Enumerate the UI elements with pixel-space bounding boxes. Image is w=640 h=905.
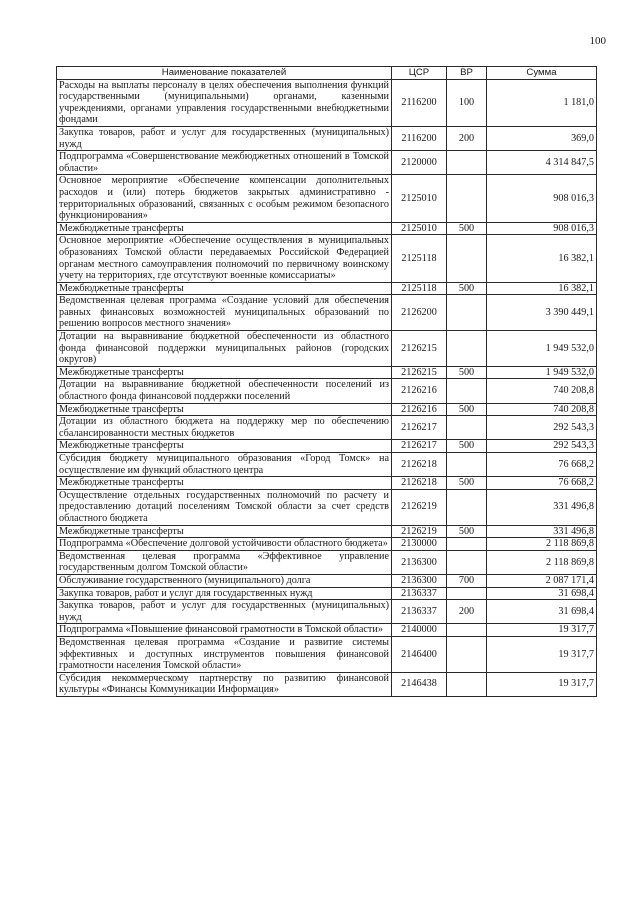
cell-vr: 500 [447,440,487,453]
cell-name: Межбюджетные трансферты [57,440,392,453]
cell-csr: 2136300 [392,574,447,587]
cell-sum: 16 382,1 [487,282,597,295]
table-row [57,416,597,440]
cell-name: Межбюджетные трансферты [57,525,392,538]
cell-sum: 740 208,8 [487,403,597,416]
cell-csr: 2126217 [392,416,447,440]
table-row [57,453,597,477]
table-row [57,282,597,295]
cell-name: Основное мероприятие «Обеспечение компенсации дополнительных расходов и (или) потерь бюджетов закрытых административно - территориальных образований, связанных с особым режимом безопасного функционирования» [57,175,392,222]
cell-vr [447,416,487,440]
cell-sum: 4 314 847,5 [487,151,597,175]
budget-table [56,66,597,697]
cell-sum: 2 118 869,8 [487,538,597,551]
cell-name: Подпрограмма «Повышение финансовой грамотности в Томской области» [57,624,392,637]
table-row [57,331,597,367]
cell-sum: 31 698,4 [487,600,597,624]
cell-name: Закупка товаров, работ и услуг для государственных (муниципальных) нужд [57,600,392,624]
table-row [57,550,597,574]
cell-vr: 500 [447,477,487,490]
cell-vr: 500 [447,525,487,538]
cell-csr: 2126216 [392,403,447,416]
cell-vr [447,379,487,403]
cell-csr: 2125010 [392,175,447,222]
table-row [57,587,597,600]
cell-vr: 500 [447,282,487,295]
cell-csr: 2116200 [392,79,447,126]
cell-vr [447,538,487,551]
cell-csr: 2125118 [392,235,447,282]
cell-csr: 2126216 [392,379,447,403]
cell-sum: 292 543,3 [487,416,597,440]
cell-sum: 16 382,1 [487,235,597,282]
cell-vr [447,331,487,367]
cell-sum: 908 016,3 [487,175,597,222]
cell-name: Дотации на выравнивание бюджетной обеспеченности поселений из областного фонда финансовой поддержки поселений [57,379,392,403]
cell-sum: 76 668,2 [487,477,597,490]
cell-name: Подпрограмма «Обеспечение долговой устойчивости областного бюджета» [57,538,392,551]
cell-csr: 2126215 [392,366,447,379]
table-row [57,636,597,672]
cell-vr [447,453,487,477]
cell-csr: 2126218 [392,477,447,490]
table-row [57,175,597,222]
cell-csr: 2126218 [392,453,447,477]
cell-vr: 200 [447,600,487,624]
cell-vr [447,295,487,331]
cell-name: Основное мероприятие «Обеспечение осуществления в муниципальных образованиях Томской области передаваемых Российской Федерацией органам местного самоуправления полномочий по первичному воинскому учету на территориях, где отсутствуют военные комиссариаты» [57,235,392,282]
cell-vr [447,587,487,600]
table-row [57,379,597,403]
cell-vr [447,624,487,637]
header-vr: ВР [447,67,487,80]
cell-csr: 2125010 [392,222,447,235]
header-name: Наименование показателей [57,67,392,80]
header-csr: ЦСР [392,67,447,80]
cell-name: Межбюджетные трансферты [57,282,392,295]
table-row [57,366,597,379]
cell-vr: 200 [447,126,487,150]
cell-vr [447,636,487,672]
table-row [57,489,597,525]
table-row [57,477,597,490]
table-row [57,672,597,696]
cell-name: Субсидия некоммерческому партнерству по развитию финансовой культуры «Финансы Коммуникации Информация» [57,672,392,696]
table-row [57,222,597,235]
table-row [57,440,597,453]
cell-csr: 2126219 [392,489,447,525]
cell-csr: 2146438 [392,672,447,696]
table-row [57,574,597,587]
cell-csr: 2126200 [392,295,447,331]
cell-sum: 908 016,3 [487,222,597,235]
table-body [57,79,597,696]
cell-name: Закупка товаров, работ и услуг для государственных (муниципальных) нужд [57,126,392,150]
table-row [57,403,597,416]
cell-csr: 2120000 [392,151,447,175]
cell-name: Дотации из областного бюджета на поддержку мер по обеспечению сбалансированности местных бюджетов [57,416,392,440]
cell-name: Межбюджетные трансферты [57,477,392,490]
cell-csr: 2136337 [392,587,447,600]
cell-sum: 19 317,7 [487,624,597,637]
cell-sum: 76 668,2 [487,453,597,477]
cell-sum: 1 181,0 [487,79,597,126]
cell-name: Подпрограмма «Совершенствование межбюджетных отношений в Томской области» [57,151,392,175]
table-row [57,295,597,331]
cell-sum: 31 698,4 [487,587,597,600]
table-row [57,600,597,624]
cell-csr: 2140000 [392,624,447,637]
cell-sum: 19 317,7 [487,672,597,696]
cell-vr [447,175,487,222]
cell-vr: 100 [447,79,487,126]
cell-vr: 500 [447,366,487,379]
cell-sum: 369,0 [487,126,597,150]
cell-name: Дотации на выравнивание бюджетной обеспеченности из областного фонда финансовой поддержки муниципальных районов (городских округов) [57,331,392,367]
table-row [57,525,597,538]
cell-vr: 500 [447,403,487,416]
cell-name: Расходы на выплаты персоналу в целях обеспечения выполнения функций государственными (муниципальными) органами, казенными учреждениями, органами управления государственными внебюджетными фондами [57,79,392,126]
cell-sum: 1 949 532,0 [487,366,597,379]
cell-csr: 2125118 [392,282,447,295]
cell-vr [447,489,487,525]
cell-sum: 740 208,8 [487,379,597,403]
table-row [57,624,597,637]
table-row [57,151,597,175]
cell-sum: 331 496,8 [487,489,597,525]
cell-name: Межбюджетные трансферты [57,366,392,379]
cell-vr [447,151,487,175]
cell-name: Межбюджетные трансферты [57,222,392,235]
cell-sum: 2 087 171,4 [487,574,597,587]
cell-csr: 2126215 [392,331,447,367]
cell-name: Субсидия бюджету муниципального образования «Город Томск» на осуществление им функций областного центра [57,453,392,477]
page-number: 100 [589,35,606,47]
cell-name: Ведомственная целевая программа «Создание и развитие системы эффективных и доступных инструментов повышения финансовой грамотности населения Томской области» [57,636,392,672]
table-row [57,79,597,126]
cell-name: Закупка товаров, работ и услуг для государственных нужд [57,587,392,600]
cell-sum: 292 543,3 [487,440,597,453]
cell-csr: 2146400 [392,636,447,672]
table-header-row [57,67,597,80]
cell-name: Осуществление отдельных государственных полномочий по расчету и предоставлению дотаций поселениям Томской области за счет средств областного бюджета [57,489,392,525]
table-row [57,126,597,150]
cell-name: Обслуживание государственного (муниципального) долга [57,574,392,587]
table-row [57,538,597,551]
header-sum: Сумма [487,67,597,80]
cell-sum: 3 390 449,1 [487,295,597,331]
cell-sum: 19 317,7 [487,636,597,672]
cell-vr [447,235,487,282]
cell-csr: 2116200 [392,126,447,150]
cell-vr [447,550,487,574]
cell-vr [447,672,487,696]
cell-sum: 331 496,8 [487,525,597,538]
cell-csr: 2126219 [392,525,447,538]
cell-vr: 500 [447,222,487,235]
cell-vr: 700 [447,574,487,587]
cell-sum: 1 949 532,0 [487,331,597,367]
cell-csr: 2136300 [392,550,447,574]
cell-sum: 2 118 869,8 [487,550,597,574]
cell-name: Ведомственная целевая программа «Эффективное управление государственным долгом Томской области» [57,550,392,574]
cell-name: Межбюджетные трансферты [57,403,392,416]
cell-csr: 2136337 [392,600,447,624]
cell-name: Ведомственная целевая программа «Создание условий для обеспечения равных финансовых возможностей муниципальных образований по решению вопросов местного значения» [57,295,392,331]
cell-csr: 2126217 [392,440,447,453]
cell-csr: 2130000 [392,538,447,551]
table-row [57,235,597,282]
